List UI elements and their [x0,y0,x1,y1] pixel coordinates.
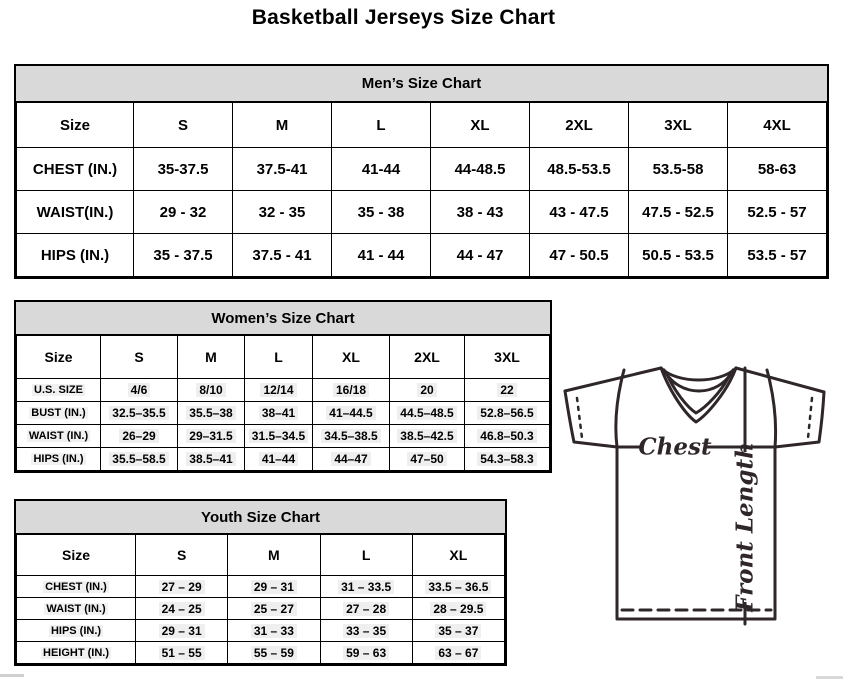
header-row [17,103,827,148]
measurement-row [17,448,550,471]
size-value-text: 43 - 47.5 [549,203,609,221]
mens-size-table [16,102,827,277]
size-value-cell [313,425,390,448]
size-value-text: 41-44 [361,160,401,178]
measurement-row-label [17,448,101,471]
mens-size-chart [14,64,829,279]
measurement-row-label [17,620,136,642]
size-value-text: 63 – 67 [435,646,481,660]
size-value-cell [431,234,530,277]
size-value-text: 31.5–34.5 [249,429,308,443]
header-row [17,336,550,379]
jersey-right-shoulder-line [736,368,824,392]
measurement-row-label [17,234,134,277]
size-value-text: 27 – 28 [343,602,389,616]
mens-table-body [17,148,827,277]
size-value-cell [136,642,228,664]
size-value-text: 41 - 44 [357,246,405,264]
size-value-cell [332,148,431,191]
size-column-header: L [245,336,313,379]
size-value-text: 48.5-53.5 [547,160,611,178]
size-value-text: 46.8–50.3 [477,429,536,443]
size-value-text: 41–44 [259,452,298,466]
size-value-cell [313,448,390,471]
youth-chart-title: Youth Size Chart [16,501,505,534]
size-value-text: 29–31.5 [186,429,235,443]
size-value-text: 32 - 35 [258,203,306,221]
size-value-text: 38.5–42.5 [397,429,456,443]
size-value-text: 32.5–35.5 [109,406,168,420]
measurement-row [17,598,505,620]
size-value-cell [178,379,245,402]
size-value-cell [228,576,320,598]
size-value-text: 44–47 [331,452,370,466]
size-value-text: 52.5 - 57 [747,203,807,221]
size-value-cell [228,598,320,620]
size-value-cell [245,448,313,471]
size-value-cell [629,234,728,277]
measurement-row-label [17,379,101,402]
size-column-header: 2XL [530,103,629,148]
youth-size-table [16,534,505,664]
measurement-row-label [17,191,134,234]
size-value-cell [178,448,245,471]
size-value-cell [412,576,504,598]
size-value-text: 20 [417,383,436,397]
size-value-cell [465,379,550,402]
jersey-collar-back-arc [661,368,736,380]
size-value-cell [233,191,332,234]
mens-chart-title: Men’s Size Chart [16,66,827,102]
size-value-cell [629,148,728,191]
size-value-cell [245,402,313,425]
mens-table-header [17,103,827,148]
size-value-text: 59 – 63 [343,646,389,660]
womens-table-body [17,379,550,471]
size-value-text: 55 – 59 [251,646,297,660]
measurement-row-label [17,576,136,598]
size-value-text: 50.5 - 53.5 [642,246,714,264]
jersey-left-sleeve-hem-dashes [577,398,582,438]
row-label-text: U.S. SIZE [34,384,83,396]
size-column-header: M [228,535,320,576]
size-value-text: 29 - 32 [159,203,207,221]
size-value-text: 35 – 37 [435,624,481,638]
size-value-cell [245,425,313,448]
measurement-row [17,642,505,664]
header-row [17,535,505,576]
size-value-cell [136,576,228,598]
size-value-text: 44-48.5 [454,160,506,178]
size-value-cell [431,191,530,234]
size-value-cell [332,234,431,277]
size-value-text: 37.5-41 [256,160,308,178]
youth-table-header [17,535,505,576]
womens-chart-title: Women’s Size Chart [16,302,550,335]
size-value-cell [134,234,233,277]
size-value-text: 38.5–41 [186,452,235,466]
youth-size-chart [14,499,507,666]
size-value-cell [228,642,320,664]
jersey-measurement-diagram [555,358,839,670]
size-value-cell [412,598,504,620]
measurement-row-label [17,598,136,620]
size-value-text: 47.5 - 52.5 [642,203,714,221]
measurement-row [17,620,505,642]
size-value-text: 35.5–58.5 [109,452,168,466]
page-title: Basketball Jerseys Size Chart [251,6,556,29]
size-value-text: 24 – 25 [159,602,205,616]
womens-table-header [17,336,550,379]
measurement-row [17,379,550,402]
size-value-text: 35 - 37.5 [153,246,213,264]
size-value-text: 27 – 29 [159,580,205,594]
size-column-header: 2XL [390,336,465,379]
size-value-text: 47–50 [407,452,446,466]
size-value-text: 4/6 [128,383,151,397]
measurement-row [17,148,827,191]
size-value-cell [245,379,313,402]
size-value-cell [228,620,320,642]
womens-size-table [16,335,550,471]
size-value-cell [320,598,412,620]
womens-size-chart [14,300,552,473]
row-label-text: HIPS (IN.) [33,453,84,465]
youth-table-body [17,576,505,664]
size-value-text: 33 – 35 [343,624,389,638]
size-column-header: XL [412,535,504,576]
size-value-cell [136,620,228,642]
size-value-text: 28 – 29.5 [430,602,486,616]
row-label-text: WAIST(IN.) [36,203,114,221]
jersey-left-shoulder-line [565,368,661,391]
size-column-header: S [136,535,228,576]
row-label-text: WAIST (IN.) [28,430,89,442]
size-value-cell [465,448,550,471]
measurement-row [17,576,505,598]
size-value-cell [320,642,412,664]
size-column-header: XL [313,336,390,379]
row-label-text: HIPS (IN.) [40,246,110,264]
size-value-cell [629,191,728,234]
size-value-text: 41–44.5 [326,406,375,420]
size-value-text: 8/10 [196,383,225,397]
size-value-cell [728,148,827,191]
row-label-text: BUST (IN.) [31,407,86,419]
measurement-row-label [17,642,136,664]
size-value-cell [530,191,629,234]
size-value-text: 38 - 43 [456,203,504,221]
size-value-text: 12/14 [260,383,296,397]
size-corner-header: Size [17,103,134,148]
size-value-cell [320,620,412,642]
size-value-cell [431,148,530,191]
size-value-cell [134,148,233,191]
size-value-text: 34.5–38.5 [321,429,380,443]
size-value-text: 31 – 33 [251,624,297,638]
jersey-left-armhole-seam [616,370,624,447]
size-value-cell [178,425,245,448]
size-value-text: 33.5 – 36.5 [425,580,491,594]
size-value-text: 22 [497,383,516,397]
measurement-row [17,402,550,425]
size-value-text: 51 – 55 [159,646,205,660]
measurement-row [17,191,827,234]
size-column-header: S [101,336,178,379]
size-value-text: 47 - 50.5 [549,246,609,264]
size-value-cell [101,379,178,402]
size-column-header: 4XL [728,103,827,148]
jersey-vneck-inner [666,372,731,413]
size-value-cell [530,148,629,191]
size-value-text: 16/18 [333,383,369,397]
size-value-cell [313,379,390,402]
size-value-cell [136,598,228,620]
size-column-header: 3XL [465,336,550,379]
size-value-text: 26–29 [119,429,158,443]
size-value-cell [530,234,629,277]
size-value-text: 25 – 27 [251,602,297,616]
size-value-cell [728,234,827,277]
size-value-cell [390,402,465,425]
row-label-text: HEIGHT (IN.) [43,646,109,659]
measurement-row-label [17,402,101,425]
row-label-text: CHEST (IN.) [45,580,107,593]
size-value-text: 29 – 31 [251,580,297,594]
size-column-header: XL [431,103,530,148]
chest-label: Chest [638,433,712,461]
row-label-text: WAIST (IN.) [46,602,106,615]
jersey-left-sleeve-outline [565,391,617,447]
size-value-cell [412,642,504,664]
measurement-row-label [17,148,134,191]
size-value-cell [728,191,827,234]
size-value-text: 29 – 31 [159,624,205,638]
size-value-text: 53.5 - 57 [747,246,807,264]
jersey-right-armhole-seam [767,370,776,447]
front-length-label: Front Length [731,442,759,612]
size-value-cell [465,425,550,448]
size-value-text: 54.3–58.3 [477,452,536,466]
size-value-cell [233,148,332,191]
size-value-cell [101,448,178,471]
size-value-cell [412,620,504,642]
size-corner-header: Size [17,535,136,576]
jersey-right-sleeve-hem-dashes [808,398,812,438]
size-value-text: 53.5-58 [652,160,704,178]
size-value-text: 35 - 38 [357,203,405,221]
size-value-cell [313,402,390,425]
size-column-header: L [332,103,431,148]
row-label-text: HIPS (IN.) [50,624,102,637]
measurement-row [17,425,550,448]
size-value-text: 44 - 47 [456,246,504,264]
size-value-cell [320,576,412,598]
jersey-right-sleeve-outline [775,392,824,447]
size-column-header: M [178,336,245,379]
size-value-text: 35.5–38 [186,406,235,420]
size-column-header: L [320,535,412,576]
measurement-row-label [17,425,101,448]
size-column-header: S [134,103,233,148]
size-value-cell [101,425,178,448]
size-value-cell [390,425,465,448]
row-label-text: CHEST (IN.) [32,160,118,178]
size-column-header: M [233,103,332,148]
size-value-text: 44.5–48.5 [397,406,456,420]
size-value-text: 38–41 [259,406,298,420]
size-corner-header: Size [17,336,101,379]
size-value-cell [465,402,550,425]
size-value-text: 58-63 [757,160,797,178]
size-column-header: 3XL [629,103,728,148]
horizontal-scrollbar-fragment-left[interactable] [0,674,24,677]
size-value-text: 31 – 33.5 [338,580,394,594]
size-value-cell [390,448,465,471]
size-value-cell [233,234,332,277]
measurement-row [17,234,827,277]
size-value-text: 52.8–56.5 [477,406,536,420]
size-value-cell [134,191,233,234]
size-value-cell [390,379,465,402]
size-value-cell [332,191,431,234]
size-value-cell [101,402,178,425]
size-value-text: 37.5 - 41 [252,246,312,264]
size-value-text: 35-37.5 [157,160,209,178]
size-value-cell [178,402,245,425]
